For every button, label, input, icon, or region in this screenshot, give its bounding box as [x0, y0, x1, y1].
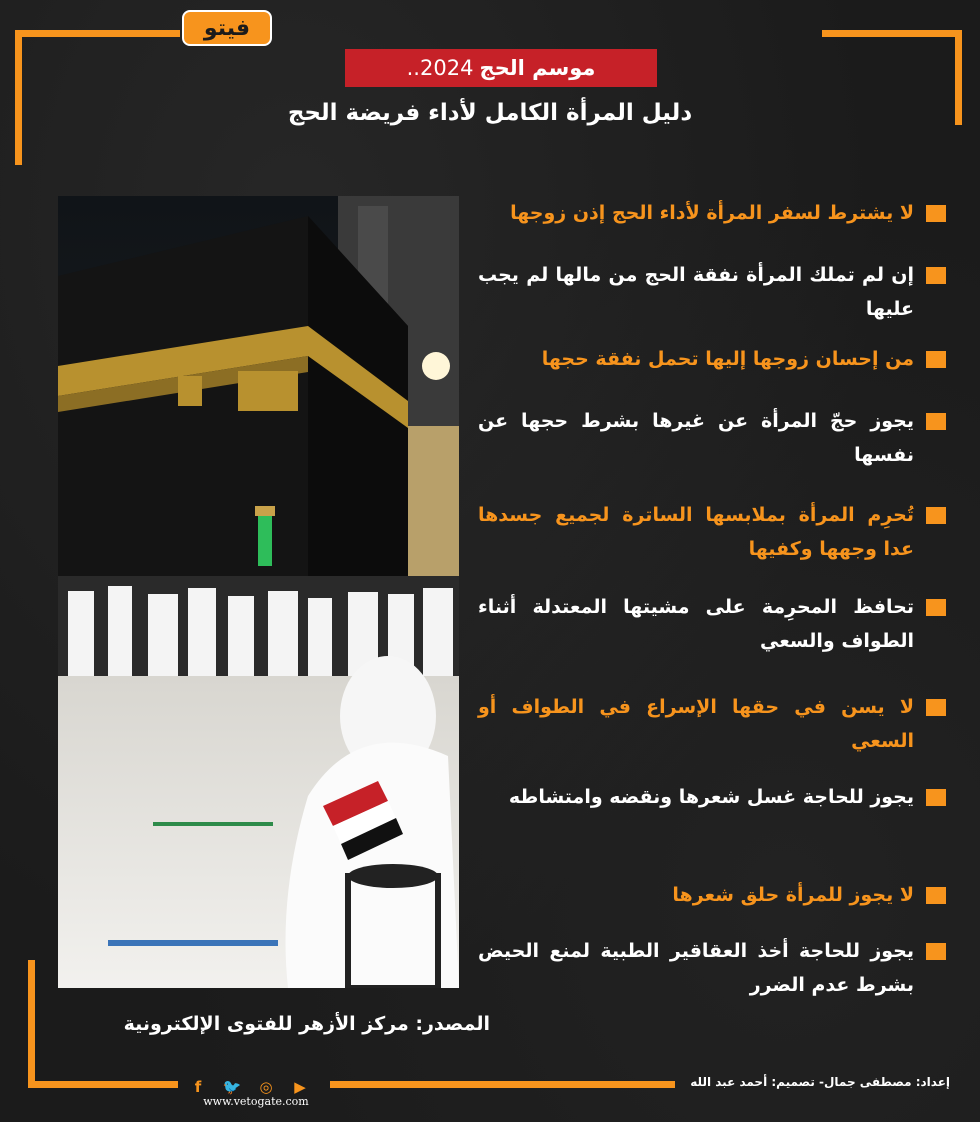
rule-text: إن لم تملك المرأة نفقة الحج من مالها لم يجب عليها [478, 264, 914, 320]
rule-text: يجوز حجّ المرأة عن غيرها بشرط حجها عن نفسها [478, 410, 914, 466]
square-bullet-icon [926, 351, 946, 368]
rule-item [478, 780, 946, 814]
square-bullet-icon [926, 789, 946, 806]
rule-item [478, 342, 946, 376]
rule-item [478, 590, 946, 658]
page-title: دليل المرأة الكامل لأداء فريضة الحج [287, 100, 693, 126]
rule-text: تحافظ المحرِمة على مشيتها المعتدلة أثناء الطواف والسعي [478, 596, 914, 652]
credits: إعداد: مصطفى جمال- تصميم: أحمد عبد الله [690, 1075, 950, 1089]
rule-item [478, 690, 946, 758]
rule-text: لا يجوز للمرأة حلق شعرها [672, 884, 914, 906]
frame-top-left [15, 30, 180, 37]
square-bullet-icon [926, 943, 946, 960]
rule-item [478, 498, 946, 566]
frame-right [955, 30, 962, 125]
rule-item [478, 878, 946, 912]
square-bullet-icon [926, 267, 946, 284]
rule-text: من إحسان زوجها إليها تحمل نفقة حجها [541, 348, 914, 370]
rule-item [478, 196, 946, 230]
twitter-icon[interactable]: 🐦 [222, 1078, 242, 1096]
frame-left [15, 30, 22, 165]
rule-text: يجوز للحاجة أخذ العقاقير الطبية لمنع الحيض بشرط عدم الضرر [478, 940, 914, 996]
rule-item [478, 934, 946, 1002]
website-link[interactable]: www.vetogate.com [203, 1095, 309, 1108]
square-bullet-icon [926, 887, 946, 904]
rule-text: يجوز للحاجة غسل شعرها ونقضه وامتشاطه [508, 786, 914, 808]
rule-text: لا يشترط لسفر المرأة لأداء الحج إذن زوجها [510, 202, 914, 224]
rule-text: تُحرِم المرأة بملابسها الساترة لجميع جسدها عدا وجهها وكفيها [478, 504, 914, 560]
youtube-icon[interactable]: ▶ [294, 1078, 306, 1096]
source-citation: المصدر: مركز الأزهر للفتوى الإلكترونية [123, 1013, 490, 1035]
rule-item [478, 404, 946, 472]
frame-bottom-left [28, 1081, 178, 1088]
facebook-icon[interactable]: f [194, 1078, 202, 1096]
instagram-icon[interactable]: ◎ [259, 1078, 273, 1096]
square-bullet-icon [926, 413, 946, 430]
brand-logo: فيتو [182, 10, 272, 46]
kaaba-photo [58, 196, 459, 988]
frame-top-right [822, 30, 962, 37]
season-banner [345, 49, 657, 87]
square-bullet-icon [926, 205, 946, 222]
season-prefix: موسم الحج [479, 56, 596, 80]
rule-text: لا يسن في حقها الإسراع في الطواف أو السعي [478, 696, 914, 752]
square-bullet-icon [926, 507, 946, 524]
season-year: 2024.. [406, 56, 474, 80]
frame-left-lower [28, 960, 35, 1088]
square-bullet-icon [926, 699, 946, 716]
frame-bottom-mid [330, 1081, 675, 1088]
rule-item [478, 258, 946, 326]
square-bullet-icon [926, 599, 946, 616]
